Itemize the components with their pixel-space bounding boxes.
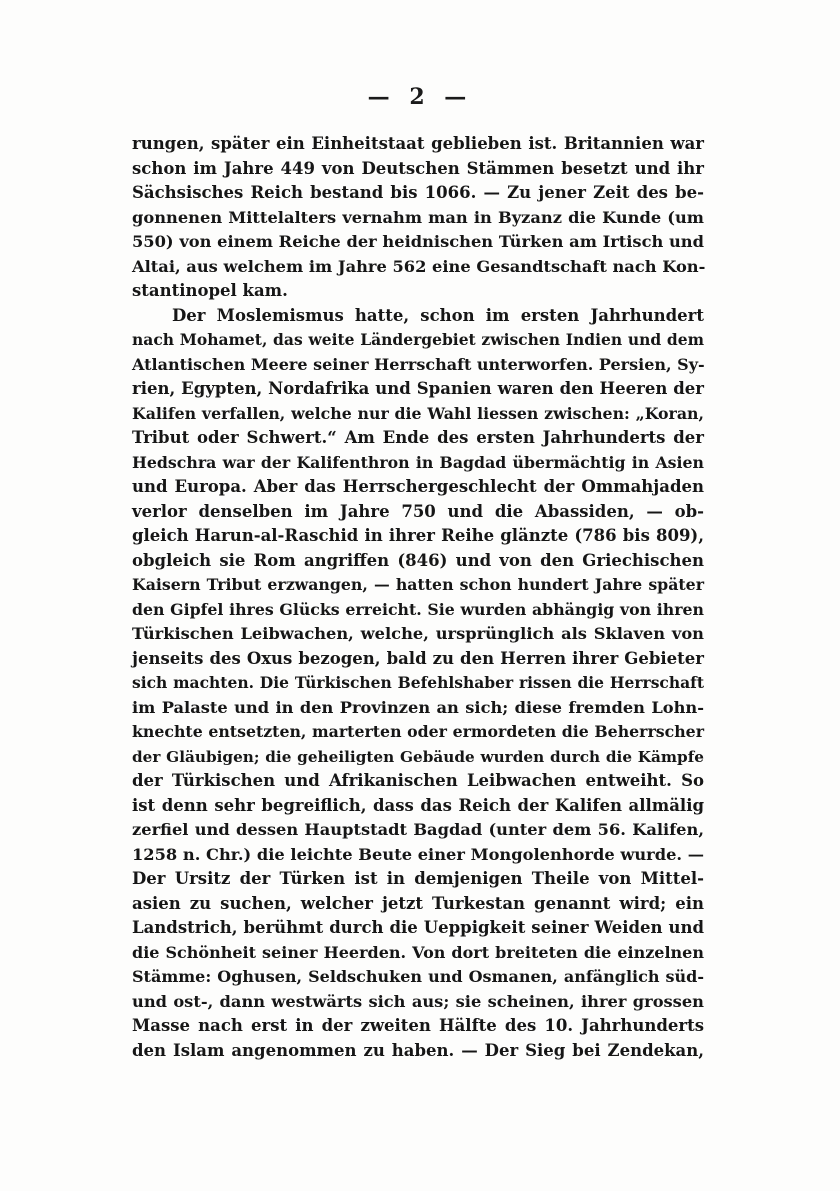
text-line: Stämme: Oghusen, Seldschuken und Osmanen, anfänglich süd- xyxy=(132,967,704,986)
text-line: 1258 n. Chr.) die leichte Beute einer Mongolenhorde wurde. — xyxy=(132,844,704,864)
text-line: zerfiel und dessen Hauptstadt Bagdad (unter dem 56. Kalifen, xyxy=(132,820,704,839)
text-line: Türkischen Leibwachen, welche, ursprünglich als Sklaven von xyxy=(132,624,704,643)
text-line: obgleich sie Rom angriffen (846) und von den Griechischen xyxy=(132,550,704,570)
text-line: stantinopel kam. xyxy=(132,281,288,300)
text-line: Altai, aus welchem im Jahre 562 eine Gesandtschaft nach Kon- xyxy=(132,256,706,276)
page-number: — 2 — xyxy=(367,84,473,110)
text-line: Atlantischen Meere seiner Herrschaft unterworfen. Persien, Sy- xyxy=(132,354,705,374)
paragraph-start-line: Der Moslemismus hatte, schon im ersten Jahrhundert xyxy=(172,305,704,325)
text-line: den Gipfel ihres Glücks erreicht. Sie wurden abhängig von ihren xyxy=(132,599,704,619)
text-line: Kaisern Tribut erzwangen, — hatten schon hundert Jahre später xyxy=(132,575,704,594)
text-line: gonnenen Mittelalters vernahm man in Byzanz die Kunde (um xyxy=(132,207,704,227)
text-line: Landstrich, berühmt durch die Ueppigkeit seiner Weiden und xyxy=(132,918,704,937)
text-line: Tribut oder Schwert.“ Am Ende des ersten Jahrhunderts der xyxy=(132,428,704,447)
text-line: rien, Egypten, Nordafrika und Spanien waren den Heeren der xyxy=(132,379,704,398)
text-line: der Gläubigen; die geheiligten Gebäude wurden durch die Kämpfe xyxy=(132,747,704,766)
body-text xyxy=(132,132,704,1063)
text-line: nach Mohamet, das weite Ländergebiet zwischen Indien und dem xyxy=(132,330,704,349)
text-line: schon im Jahre 449 von Deutschen Stämmen besetzt und ihr xyxy=(132,158,704,178)
text-line: Der Ursitz der Türken ist in demjenigen Theile von Mittel- xyxy=(132,869,704,888)
text-line: die Schönheit seiner Heerden. Von dort breiteten die einzelnen xyxy=(132,942,704,962)
text-line: rungen, später ein Einheitstaat geblieben ist. Britannien war xyxy=(132,134,704,153)
text-line: Sächsisches Reich bestand bis 1066. — Zu jener Zeit des be- xyxy=(132,183,704,202)
text-line: verlor denselben im Jahre 750 und die Abassiden, — ob- xyxy=(132,501,704,521)
text-line: Masse nach erst in der zweiten Hälfte des 10. Jahrhunderts xyxy=(132,1016,704,1035)
text-line: ist denn sehr begreiflich, dass das Reich der Kalifen allmälig xyxy=(132,795,704,815)
text-line: und Europa. Aber das Herrschergeschlecht der Ommahjaden xyxy=(132,477,704,496)
text-line: im Palaste und in den Provinzen an sich; diese fremden Lohn- xyxy=(132,697,704,717)
text-line: und ost-, dann westwärts sich aus; sie scheinen, ihrer grossen xyxy=(132,991,704,1011)
text-line: den Islam angenommen zu haben. — Der Sieg bei Zendekan, xyxy=(132,1040,704,1060)
text-line: sich machten. Die Türkischen Befehlshaber rissen die Herrschaft xyxy=(132,673,704,692)
text-line: Kalifen verfallen, welche nur die Wahl liessen zwischen: „Koran, xyxy=(132,403,704,423)
text-line: der Türkischen und Afrikanischen Leibwachen entweiht. So xyxy=(132,771,704,790)
text-line: jenseits des Oxus bezogen, bald zu den Herren ihrer Gebieter xyxy=(132,648,704,668)
text-line: Hedschra war der Kalifenthron in Bagdad übermächtig in Asien xyxy=(132,452,704,472)
text-line: 550) von einem Reiche der heidnischen Türken am Irtisch und xyxy=(132,232,704,251)
text-line: gleich Harun-al-Raschid in ihrer Reihe glänzte (786 bis 809), xyxy=(132,526,704,545)
text-line: knechte entsetzten, marterten oder ermordeten die Beherrscher xyxy=(132,722,704,741)
text-line: asien zu suchen, welcher jetzt Turkestan genannt wird; ein xyxy=(132,893,704,913)
